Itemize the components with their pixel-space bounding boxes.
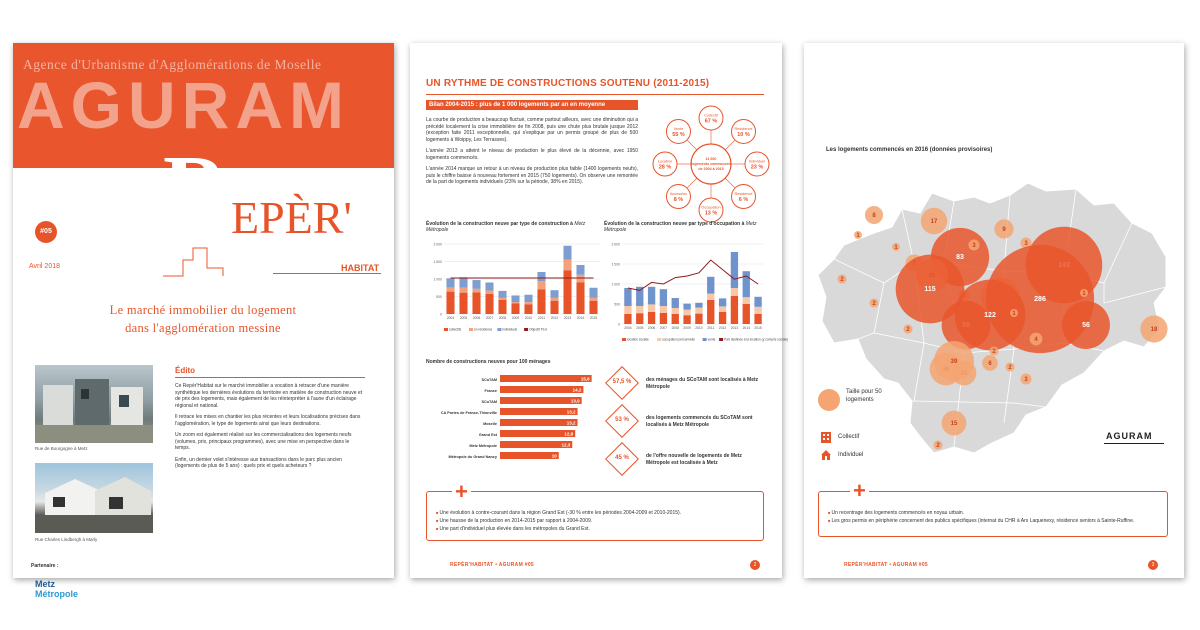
bar-segment: [446, 278, 454, 287]
chart1-title: [426, 221, 606, 233]
plus-icon: +: [452, 481, 471, 503]
y-tick-label: 0: [440, 312, 442, 317]
radial-item-value: 13 %: [704, 210, 718, 217]
key-points-list: [828, 509, 1158, 525]
bar-segment: [550, 290, 558, 298]
bar-value-label: 13,9: [570, 398, 580, 404]
radial-item-value: 10 %: [737, 131, 750, 138]
bar-segment: [754, 314, 761, 324]
radial-item-label: Résidence: [734, 192, 753, 197]
map-bubble-label: 15: [950, 421, 958, 427]
bar-segment: [624, 314, 631, 324]
bar: [500, 452, 559, 459]
modern-houses-illustration: [35, 365, 153, 443]
bar-value-label: 14,2: [572, 387, 582, 393]
legend-swatch: [622, 338, 626, 341]
chart1-subtitle: Metz Métropole: [426, 221, 586, 233]
bar-segment: [731, 288, 738, 296]
bar-segment: [576, 283, 584, 315]
map-bubble-label: 1: [894, 245, 898, 251]
bar-segment: [472, 289, 480, 293]
chart1-title-text: Évolution de la construction neuve par type de construction à: [426, 221, 573, 227]
edito-text: [175, 383, 365, 475]
bar-category-label: SCoTAM: [481, 400, 497, 404]
edito-rule: [175, 377, 365, 378]
legend-swatch: [657, 338, 661, 341]
map-bubble-label: 8: [872, 213, 876, 219]
bilan-banner: Bilan 2004-2015 : plus de 1 000 logements par an en moyenne: [426, 100, 638, 110]
chart2-title-text: Évolution de la construction neuve par type d'occupation à: [604, 221, 745, 227]
bar-segment: [524, 295, 532, 302]
legend-label: en résidence: [474, 327, 493, 332]
x-tick-label: 2008: [671, 326, 679, 330]
radial-spoke: [687, 178, 697, 188]
callout-text: des logements commencés du SCoTAM sont localisés à Metz Métropole: [646, 415, 753, 428]
bar-segment: [672, 314, 679, 324]
bar-segment: [731, 296, 738, 324]
callout-text: de l'offre nouvelle de logements de Metz Métropole est localisée à Metz: [646, 453, 742, 466]
building-outline-icon: [163, 238, 283, 278]
x-tick-label: 2015: [754, 326, 762, 330]
map-title: Les logements commencés en 2016 (données provisoires): [826, 147, 993, 153]
y-tick-label: 2 000: [433, 242, 442, 247]
radial-infographic: [648, 99, 774, 229]
radial-item-value: 67 %: [704, 118, 718, 125]
cover-title-line2: dans l'agglomération messine: [125, 321, 281, 335]
legend-swatch: [524, 328, 528, 331]
legend-individuel: Individuel: [838, 452, 864, 458]
page-number: 2: [750, 560, 760, 570]
bar-segment: [754, 297, 761, 307]
x-tick-label: 2011: [537, 316, 546, 320]
bar-segment: [472, 292, 480, 314]
page-footer: REPÈR'HABITAT • AGURAM #05: [844, 562, 928, 568]
map-bubble-label: 2: [936, 443, 940, 449]
radial-center-text: logements commencés: [691, 162, 731, 166]
bar-segment: [707, 277, 714, 294]
map-bubble-label: 2: [906, 327, 910, 333]
bar-segment: [648, 304, 655, 312]
bar-value-label: 13,2: [566, 420, 576, 426]
photo1-caption: Rue de Bourgogne à Metz: [35, 446, 88, 451]
y-tick-label: 1 500: [433, 260, 442, 264]
bar-segment: [695, 314, 702, 324]
bar: [500, 375, 592, 382]
map-bubble-label: 2: [840, 277, 844, 283]
y-tick-label: 500: [614, 302, 620, 307]
radial-item-value: 23 %: [750, 164, 764, 171]
bar-segment: [511, 302, 519, 303]
bar-segment: [672, 298, 679, 308]
x-tick-label: 2010: [524, 316, 533, 320]
radial-spoke: [725, 178, 735, 188]
cover-page: [13, 43, 394, 599]
building-icon: [820, 431, 832, 443]
bar-segment: [511, 295, 519, 302]
radial-spoke: [687, 140, 697, 150]
callout-households: [604, 365, 764, 405]
series-line: [628, 260, 758, 290]
plus-icon: +: [850, 480, 869, 502]
map-bubble-label: 18: [1150, 327, 1158, 333]
bar-segment: [459, 277, 467, 288]
bar-segment: [719, 312, 726, 324]
partner-logo: [35, 579, 78, 599]
x-tick-label: 2011: [707, 326, 715, 330]
legend-swatch: [444, 328, 448, 331]
bar-segment: [660, 306, 667, 313]
partner-logo-line2: Métropole: [35, 589, 79, 599]
bar-category-label: CA Portes de France-Thionville: [440, 411, 497, 415]
bar-segment: [459, 293, 467, 314]
map-bubble-label: 39: [950, 359, 958, 365]
bar-segment: [563, 246, 571, 260]
bar-segment: [754, 307, 761, 314]
map-bubble-label: 2: [872, 301, 876, 307]
bar-category-label: SCoTAM: [481, 378, 497, 382]
bar-segment: [446, 292, 454, 314]
bar: [500, 397, 582, 404]
radial-item-label: Vente: [673, 126, 684, 131]
bar-segment: [636, 306, 643, 313]
chart2-title: [604, 221, 770, 233]
intro-paragraph: L'année 2013 a atteint le niveau de production le plus élevé de la décennie, avec 1950 logements commencés.: [426, 148, 638, 161]
callout-value: 57,5 %: [612, 379, 632, 385]
legend-size-label: Taille pour 50 logements: [846, 389, 882, 403]
bar-segment: [660, 289, 667, 306]
bar-segment: [524, 302, 532, 304]
radial-spoke: [725, 140, 735, 150]
intro-text: [426, 117, 638, 191]
callout-value: 45 %: [615, 455, 629, 461]
legend-swatch: [497, 328, 501, 331]
bar-segment: [550, 298, 558, 301]
title-rule: [426, 94, 764, 95]
x-tick-label: 2006: [472, 316, 481, 320]
map-bubble-label: 3: [1024, 377, 1028, 383]
bar-segment: [524, 304, 532, 314]
agency-name: Agence d'Urbanisme d'Agglomérations de Moselle: [23, 57, 322, 72]
bar-segment: [695, 308, 702, 314]
legend-label: vente: [707, 337, 716, 342]
legend-label: Objectif PLH: [529, 327, 548, 332]
radial-item-label: Collectif: [704, 113, 718, 118]
x-tick-label: 2010: [695, 326, 703, 330]
x-tick-label: 2004: [446, 316, 455, 320]
bar-segment: [672, 308, 679, 314]
bar-segment: [743, 304, 750, 324]
radial-item-value: 6 %: [738, 197, 749, 204]
radial-item-label: Accession: [669, 192, 688, 197]
radial-center-text: de 2004 à 2015: [698, 167, 724, 171]
key-point: ■ Une évolution à contre-courant dans la région Grand Est (-30 % entre les périodes 2004-2009 et 2010-2015).: [436, 509, 756, 517]
chart-construction-type: [426, 238, 606, 338]
bar: [500, 386, 583, 393]
series-name: EPÈR': [231, 192, 352, 243]
legend-size-circle: [818, 389, 840, 411]
map-bubble-label: 1: [1012, 311, 1016, 317]
map-bubble-label: 1: [856, 233, 860, 239]
key-point: ■ Un recentrage des logements commencés en noyau urbain.: [828, 509, 1158, 517]
page-number: 3: [1148, 560, 1158, 570]
map-bubble-label: 4: [1034, 337, 1038, 343]
map-bubble-label: 9: [1002, 227, 1006, 233]
bar-segment: [719, 306, 726, 312]
radial-item-label: Occupation: [701, 205, 721, 210]
chart2-subtitle: Metz Métropole: [604, 221, 757, 233]
bar-category-label: France: [484, 389, 497, 393]
scale-bar: [1104, 443, 1164, 444]
housing-photo-2: [35, 463, 153, 533]
bar-segment: [624, 288, 631, 306]
map-bubble-label: 3: [1024, 241, 1028, 247]
bar-segment: [446, 287, 454, 291]
theme-rule: [273, 273, 381, 274]
cover-title: [53, 301, 353, 337]
series-initial: R: [163, 138, 228, 237]
bar-segment: [648, 312, 655, 324]
map-bubble-label: 115: [924, 286, 936, 293]
x-tick-label: 2014: [742, 326, 750, 330]
bar-segment: [537, 290, 545, 315]
bar-value-label: 15,6: [580, 376, 590, 382]
bar-value-label: 13,2: [566, 409, 576, 415]
legend-swatch: [719, 338, 723, 341]
legend-swatch: [469, 328, 473, 331]
legend-collectif: Collectif: [838, 434, 860, 440]
key-point: ■ Une part d'individuel plus élevée dans les métropoles du Grand Est.: [436, 525, 756, 533]
callout-value: 53 %: [615, 417, 629, 423]
house-icon: [820, 449, 832, 461]
bar-category-label: Metz Métropole: [469, 444, 497, 448]
y-tick-label: 500: [436, 295, 442, 299]
map-bubble-label: 122: [984, 312, 996, 319]
housing-photo-1: [35, 365, 153, 443]
legend-label: Part destinée à la location (y compris sociale): [724, 337, 789, 342]
bar-segment: [660, 313, 667, 324]
page-map: [804, 43, 1184, 578]
callout-text: des ménages du SCoTAM sont localisés à Metz Métropole: [646, 377, 759, 390]
bar-segment: [563, 260, 571, 271]
map-bubble-label: 286: [1034, 296, 1046, 303]
x-tick-label: 2006: [647, 326, 656, 330]
bar-category-label: Métropole du Grand Nancy: [448, 455, 497, 459]
bar-segment: [589, 301, 597, 314]
edito-paragraph: Il retrace les mises en chantier les plus récentes et leurs localisations précises dans l'agglomération, le type de logements ainsi que leurs destinations.: [175, 414, 361, 427]
bar-segment: [550, 301, 558, 314]
bar-segment: [743, 297, 750, 304]
partner-logo-line1: Metz: [35, 579, 55, 589]
bar-segment: [576, 275, 584, 283]
radial-item-label: Location: [657, 159, 673, 164]
page-construction-rhythm: [410, 43, 789, 578]
x-tick-label: 2008: [498, 316, 507, 320]
issue-date: Avril 2018: [29, 263, 61, 270]
bar-segment: [511, 304, 519, 315]
bar-segment: [459, 288, 467, 293]
bar-segment: [719, 298, 726, 306]
partner-label: Partenaire :: [31, 563, 59, 569]
x-tick-label: 2007: [485, 316, 494, 320]
radial-item-value: 8 %: [673, 197, 684, 204]
chart-occupation-type: [604, 238, 789, 348]
brand-wordmark: AGURAM: [17, 68, 350, 142]
map-bubble-label: 83: [956, 254, 964, 261]
y-tick-label: 1 000: [611, 282, 620, 287]
radial-center-text: 11 600: [705, 157, 717, 161]
map-bubble-label: 1: [1082, 291, 1086, 297]
bar-segment: [485, 294, 493, 314]
y-tick-label: 0: [618, 322, 620, 327]
y-tick-label: 2 000: [611, 242, 620, 247]
bar-segment: [683, 315, 690, 324]
map-bubble-label: 2: [992, 349, 996, 355]
y-tick-label: 1 000: [433, 277, 442, 282]
key-point: ■ Les gros permis en périphérie concernent des publics spécifiques (internat du CHR à Ars Laquenexy, résidence seniors à Sainte-Ruffine.: [828, 517, 1158, 525]
page-footer: REPÈR'HABITAT • AGURAM #05: [450, 562, 534, 568]
map-bubble-label: 17: [930, 219, 938, 225]
x-tick-label: 2009: [683, 326, 691, 330]
townhouses-illustration: [35, 463, 153, 533]
x-tick-label: 2012: [718, 326, 727, 330]
map-bubble-label: 3: [972, 243, 976, 249]
issue-badge: #05: [35, 221, 57, 243]
bar-segment: [731, 252, 738, 288]
key-points-list: [436, 509, 756, 533]
bar-segment: [743, 271, 750, 297]
x-tick-label: 2013: [730, 326, 739, 330]
y-tick-label: 1 500: [611, 262, 620, 267]
bar-segment: [624, 306, 631, 314]
edito-paragraph: Enfin, un dernier volet s'intéresse aux transactions dans le parc plus ancien (logements de plus de 5 ans) : quels prix et quels acheteurs ?: [175, 456, 342, 469]
legend-label: collectifs: [449, 327, 462, 332]
bar-segment: [683, 304, 690, 310]
x-tick-label: 2005: [459, 316, 468, 320]
bar-segment: [498, 300, 506, 314]
bar-segment: [648, 287, 655, 305]
x-tick-label: 2013: [563, 316, 572, 320]
bar-value-label: 10: [551, 453, 557, 459]
callout-metz-offer: [604, 441, 764, 481]
bar-segment: [485, 291, 493, 294]
legend-label: occupation personnelle: [662, 337, 695, 342]
edito-heading: Édito: [175, 366, 195, 375]
aguram-logo: AGURAM: [1106, 431, 1153, 441]
bar-value-label: 12,8: [564, 431, 574, 437]
x-tick-label: 2014: [576, 316, 585, 320]
chart3-title: Nombre de constructions neuves pour 100 ménages: [426, 359, 551, 365]
bar-segment: [485, 283, 493, 291]
map-bubble-label: 56: [1082, 322, 1090, 329]
legend-label: location sociale: [627, 337, 649, 342]
section-title: UN RYTHME DE CONSTRUCTIONS SOUTENU (2011-2015): [426, 78, 710, 89]
bar-segment: [537, 272, 545, 281]
bar-segment: [589, 298, 597, 301]
chart-constructions-per-100-households: [426, 371, 598, 471]
map-bubble-label: 2: [1008, 365, 1012, 371]
bar-segment: [707, 300, 714, 324]
intro-paragraph: La courbe de production a beaucoup fluctué, comme partout ailleurs, avec une diminution qui a précédé localement la crise immobilière de fin 2008, puis une chute plus brutale jusque 2012 (exception faite 2011 exceptionnelle, qui s'explique par un permis groupé de plus de 500 logements à Woippy, Les Terrasses).: [426, 117, 638, 143]
radial-item-value: 28 %: [658, 164, 672, 171]
theme-label: HABITAT: [341, 263, 380, 273]
bar-segment: [576, 265, 584, 275]
x-tick-label: 2004: [624, 326, 632, 330]
edito-paragraph: Un zoom est également réalisé sur les commercialisations des logements neufs (volumes, prix, principaux programmes), avec une mise en perspective dans le temps.: [175, 432, 352, 451]
bar-value-label: 12,3: [561, 442, 571, 448]
bar-category-label: Moselle: [483, 422, 497, 426]
callout-starts: [604, 403, 764, 443]
bar-segment: [683, 310, 690, 316]
bar-segment: [498, 298, 506, 300]
bar-segment: [707, 294, 714, 300]
x-tick-label: 2012: [550, 316, 559, 320]
bar-segment: [636, 313, 643, 324]
map-bubble-label: 6: [988, 361, 992, 367]
bar-segment: [498, 291, 506, 298]
bar-segment: [563, 270, 571, 314]
x-tick-label: 2005: [636, 326, 644, 330]
intro-paragraph: L'année 2014 marque un retour à un niveau de production plus faible (1400 logements neufs), puis le chiffre baisse à nouveau fortement en 2015 (750 logements). On observe une remontée de la part de logements individuels (23% sur la période, 38% en 2015).: [426, 166, 638, 185]
bar-category-label: Grand Est: [478, 433, 497, 437]
radial-item-value: 55 %: [672, 131, 685, 138]
x-tick-label: 2007: [659, 326, 668, 330]
bar-segment: [695, 303, 702, 308]
bar-segment: [537, 281, 545, 289]
photo2-caption: Rue Charles Lindbergh à Marly: [35, 537, 98, 542]
cover-title-line1: Le marché immobilier du logement: [109, 303, 297, 317]
radial-item-label: Individuel: [748, 159, 766, 164]
bar-segment: [589, 288, 597, 298]
legend-label: individuels: [502, 327, 518, 332]
x-tick-label: 2015: [589, 316, 598, 320]
x-tick-label: 2009: [511, 316, 520, 320]
legend-swatch: [703, 338, 707, 341]
edito-paragraph: Ce Repèr'Habitat sur le marché immobilier a vocation à retracer d'une manière synthétique les dernières évolutions du territoire en matière de construction neuve et de prix des logements, mais également de les réinterpréter à l'aune d'un éclairage régional et national.: [175, 383, 363, 409]
bar-segment: [472, 280, 480, 289]
key-point: ■ Une hausse de la production en 2014-2015 par rapport à 2004-2009.: [436, 517, 756, 525]
radial-item-label: Résidence: [734, 126, 753, 131]
